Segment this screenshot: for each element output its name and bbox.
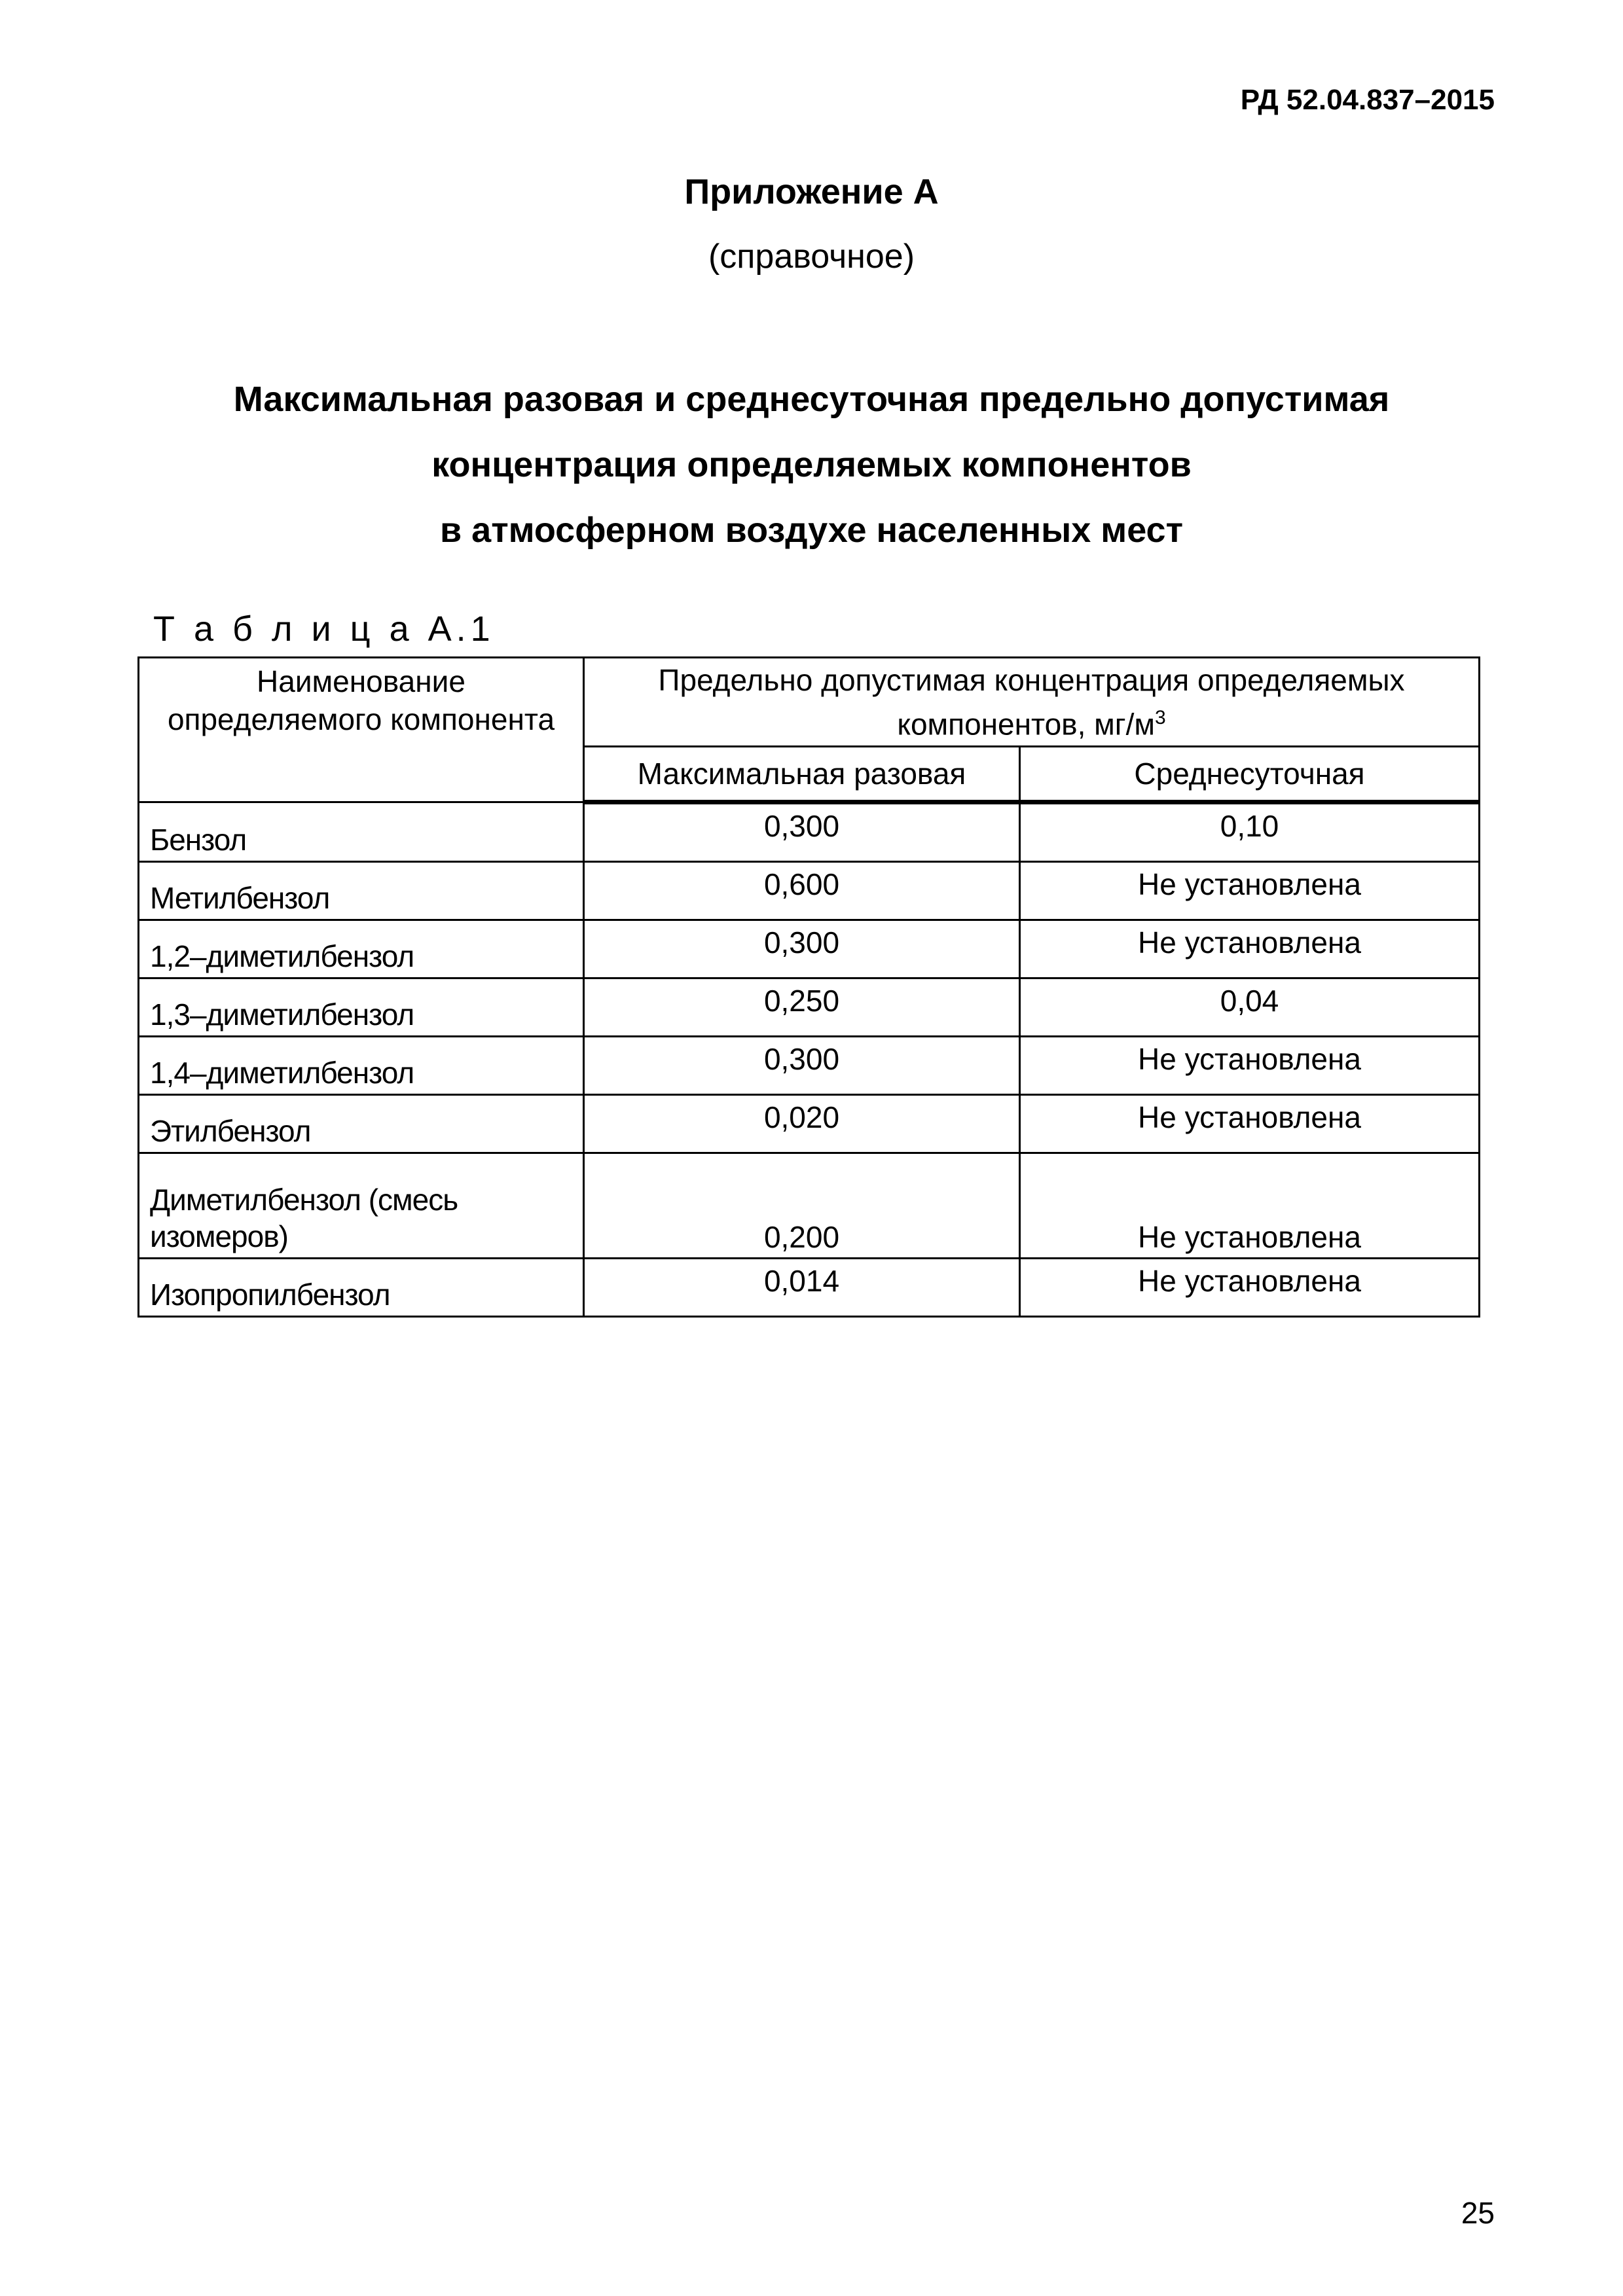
max-single-value: 0,020	[584, 1095, 1020, 1153]
max-single-value: 0,250	[584, 978, 1020, 1037]
max-single-value: 0,014	[584, 1259, 1020, 1317]
appendix-note: (справочное)	[708, 238, 915, 276]
table-row	[139, 862, 1480, 920]
table-row	[139, 920, 1480, 978]
component-name: Диметилбензол (смесь изомеров)	[139, 1153, 584, 1259]
page-number: 25	[1461, 2196, 1495, 2230]
max-single-value: 0,300	[584, 1037, 1020, 1095]
unit-superscript: 3	[1155, 706, 1166, 728]
daily-average-value: Не установлена	[1020, 1259, 1480, 1317]
component-name: Изопропилбензол	[139, 1259, 584, 1317]
component-name: Бензол	[139, 802, 584, 862]
daily-average-value: Не установлена	[1020, 862, 1480, 920]
daily-average-value: 0,04	[1020, 978, 1480, 1037]
header-max-single: Максимальная разовая	[584, 747, 1020, 802]
daily-average-value: Не установлена	[1020, 1153, 1480, 1259]
max-single-value: 0,600	[584, 862, 1020, 920]
component-name: 1,3–диметилбензол	[139, 978, 584, 1037]
header-daily-average: Среднесуточная	[1020, 747, 1480, 802]
component-name: Метилбензол	[139, 862, 584, 920]
component-name: 1,4–диметилбензол	[139, 1037, 584, 1095]
header-concentration-group	[584, 658, 1480, 747]
main-title	[0, 367, 1623, 563]
max-single-value: 0,200	[584, 1153, 1020, 1259]
header-component-name: Наименование определяемого компонента	[139, 658, 584, 802]
table-row	[139, 1259, 1480, 1317]
concentration-table	[137, 656, 1480, 1318]
daily-average-value: Не установлена	[1020, 1095, 1480, 1153]
main-title-line: концентрация определяемых компонентов	[431, 445, 1192, 484]
table-row	[139, 978, 1480, 1037]
main-title-line: Максимальная разовая и среднесуточная предельно допустимая	[233, 380, 1390, 419]
max-single-value: 0,300	[584, 920, 1020, 978]
table-row	[139, 802, 1480, 862]
component-name: Этилбензол	[139, 1095, 584, 1153]
appendix-title: Приложение А	[684, 172, 939, 211]
daily-average-value: Не установлена	[1020, 920, 1480, 978]
component-name: 1,2–диметилбензол	[139, 920, 584, 978]
main-title-line: в атмосферном воздухе населенных мест	[439, 511, 1184, 550]
table-caption: Т а б л и ц а А.1	[153, 609, 495, 649]
header-concentration-text: Предельно допустимая концентрация определяемых компонентов, мг/м	[658, 662, 1405, 742]
table-row	[139, 1153, 1480, 1259]
max-single-value: 0,300	[584, 802, 1020, 862]
table-row	[139, 1037, 1480, 1095]
document-code: РД 52.04.837–2015	[1240, 84, 1495, 116]
daily-average-value: Не установлена	[1020, 1037, 1480, 1095]
daily-average-value: 0,10	[1020, 802, 1480, 862]
table-row	[139, 1095, 1480, 1153]
